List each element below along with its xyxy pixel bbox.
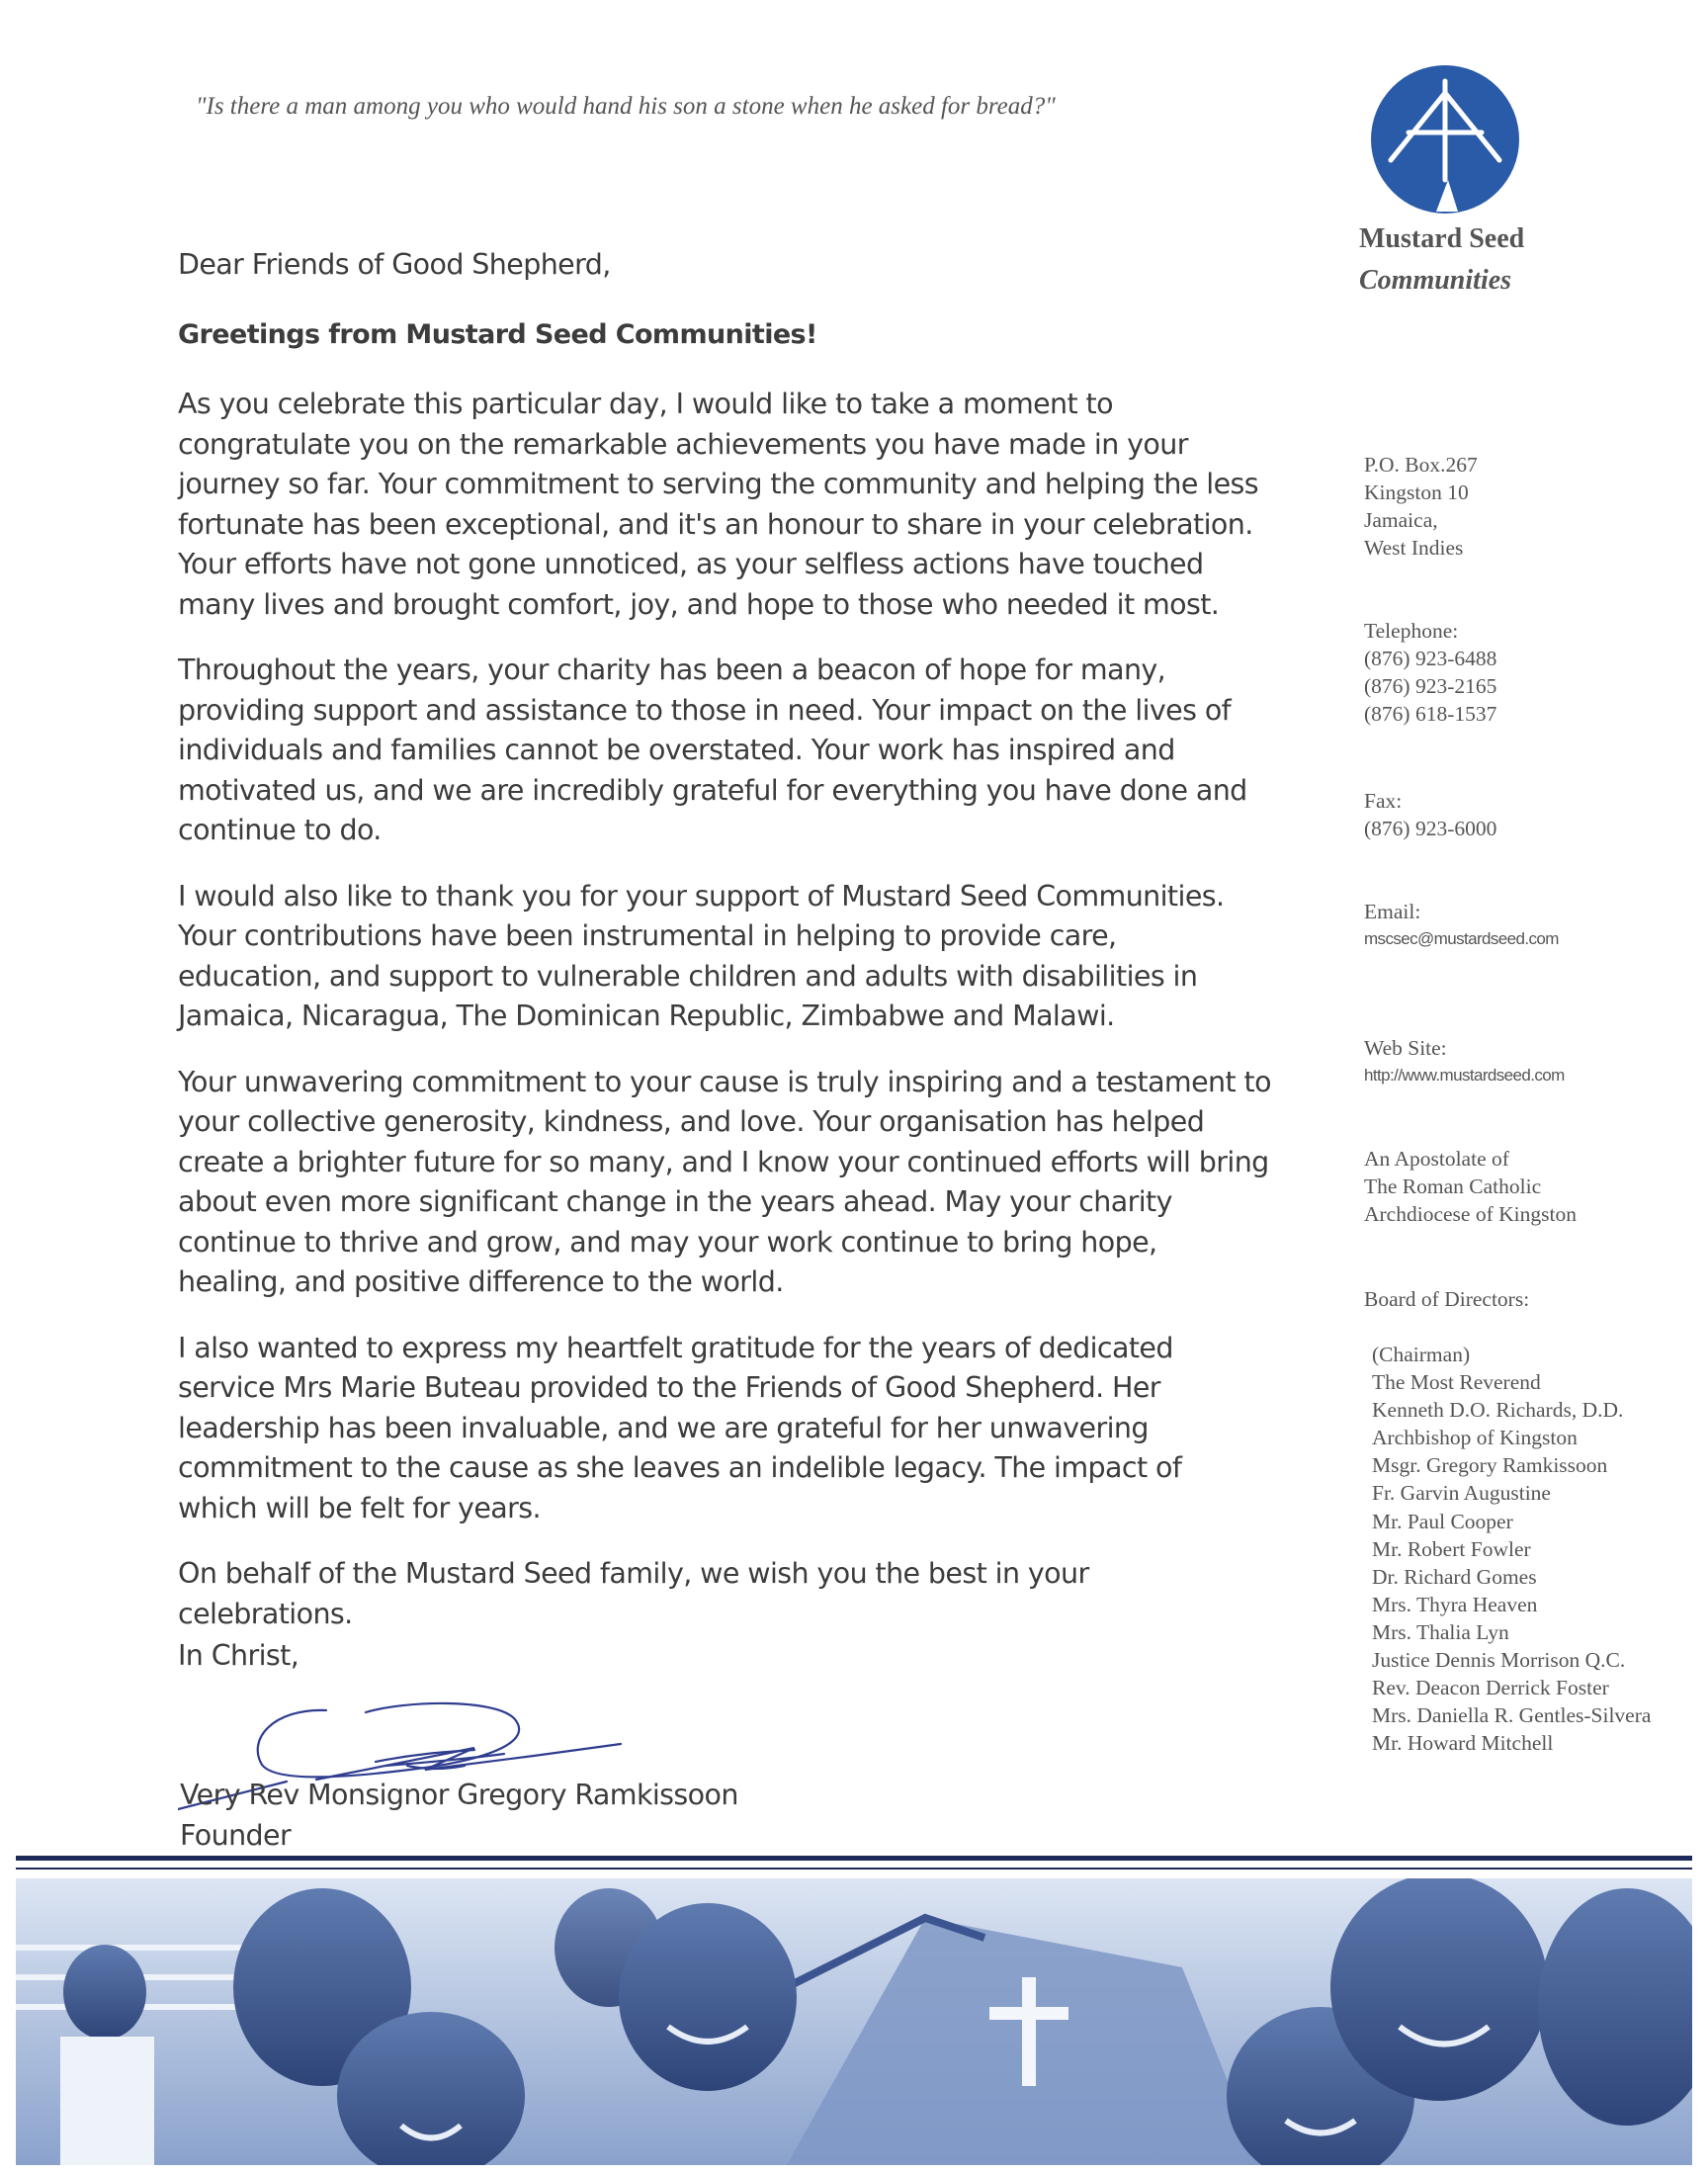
- list-item: Mr. Howard Mitchell: [1372, 1731, 1554, 1756]
- list-item: Mrs. Thyra Heaven: [1372, 1592, 1538, 1616]
- list-item: Fr. Garvin Augustine: [1372, 1481, 1551, 1506]
- org-subtitle: Communities: [1359, 265, 1512, 296]
- paragraph: On behalf of the Mustard Seed family, we wish you the best in your celebrations.: [178, 1557, 1089, 1630]
- email-label: Email:: [1364, 900, 1421, 923]
- list-item: Mr. Paul Cooper: [1372, 1509, 1513, 1533]
- signer-name: Very Rev Monsignor Gregory Ramkissoon: [180, 1779, 738, 1811]
- footer-rule-thin: [16, 1868, 1692, 1870]
- apostolate-note: An Apostolate of The Roman Catholic Archdiocese of Kingston: [1364, 1147, 1577, 1226]
- footer-rule: [16, 1856, 1692, 1861]
- closing: In Christ,: [178, 1639, 299, 1672]
- website-label: Web Site:: [1364, 1036, 1447, 1060]
- fax-label: Fax:: [1364, 789, 1403, 813]
- paragraph: Your unwavering commitment to your cause is truly inspiring and a testament to your collective generosity, kindness, and love. Your organisation has helped create a brighter future for so many, and I know your continued efforts will bring about even more significant change in the years ahead. May your charity continue to thrive and grow, and may your work continue to bring hope, healing, and positive difference to the world.: [178, 1065, 1271, 1298]
- salutation: Dear Friends of Good Shepherd,: [178, 248, 611, 281]
- contact-website: [1364, 1034, 1690, 1089]
- paragraph: I would also like to thank you for your support of Mustard Seed Communities. Your contributions have been instrumental in helping to provide care, education, and support to vulnerable children and adults with disabilities in Jamaica, Nicaragua, The Dominican Republic, Zimbabwe and Malawi.: [178, 879, 1225, 1032]
- paragraph: I also wanted to express my heartfelt gratitude for the years of dedicated service Mrs Marie Buteau provided to the Friends of Good Shepherd. Her leadership has been invaluable, and we are grateful for her unwavering commitment to the cause as she leaves an indelible legacy. The impact of which will be felt for years.: [178, 1331, 1182, 1524]
- contact-telephone: Telephone: (876) 923-6488 (876) 923-2165 (876) 618-1537: [1364, 617, 1690, 728]
- list-item: Dr. Richard Gomes: [1372, 1564, 1537, 1589]
- telephone-label: Telephone:: [1364, 619, 1459, 643]
- contact-address: P.O. Box.267 Kingston 10 Jamaica, West Indies: [1364, 453, 1478, 560]
- contact-email: [1364, 898, 1690, 953]
- signer-title: Founder: [180, 1819, 292, 1852]
- board-members-list: [1372, 1341, 1698, 1757]
- email-link[interactable]: mscsec@mustardseed.com: [1364, 929, 1559, 948]
- list-item: Archbishop of Kingston: [1372, 1426, 1578, 1450]
- paragraph: As you celebrate this particular day, I would like to take a moment to congratulate you on the remarkable achievements you have made in your journey so far. Your commitment to serving the community and helping the less fortunate has been exceptional, and it's an honour to share in your celebration. Your efforts have not gone unnoticed, as your selfless actions have touched many lives and brought comfort, joy, and hope to those who needed it most.: [178, 388, 1259, 621]
- org-name: Mustard Seed: [1359, 223, 1525, 254]
- footer-photo-banner: [16, 1878, 1692, 2165]
- greeting-heading: Greetings from Mustard Seed Communities!: [178, 318, 817, 350]
- list-item: Rev. Deacon Derrick Foster: [1372, 1676, 1609, 1700]
- paragraph: Throughout the years, your charity has been a beacon of hope for many, providing support and assistance to those in need. Your impact on the lives of individuals and families cannot be overstated. Your work has inspired and motivated us, and we are incredibly grateful for everything you have done and continue to do.: [178, 653, 1247, 846]
- list-item: Msgr. Gregory Ramkissoon: [1372, 1453, 1608, 1478]
- list-item: Mr. Robert Fowler: [1372, 1536, 1531, 1561]
- list-item: Justice Dennis Morrison Q.C.: [1372, 1648, 1626, 1673]
- list-item: (Chairman): [1372, 1343, 1471, 1366]
- header-quote: "Is there a man among you who would hand his son a stone when he asked for bread?": [196, 93, 1056, 120]
- list-item: The Most Reverend: [1372, 1370, 1541, 1395]
- letter-body: [178, 245, 1339, 1660]
- website-link[interactable]: http://www.mustardseed.com: [1364, 1066, 1565, 1085]
- list-item: Kenneth D.O. Richards, D.D.: [1372, 1398, 1624, 1423]
- contact-fax: Fax: (876) 923-6000: [1364, 787, 1690, 842]
- list-item: Mrs. Daniella R. Gentles-Silvera: [1372, 1703, 1652, 1728]
- list-item: Mrs. Thalia Lyn: [1372, 1619, 1509, 1644]
- mustard-seed-logo: [1369, 63, 1522, 219]
- board-heading: Board of Directors:: [1364, 1287, 1530, 1311]
